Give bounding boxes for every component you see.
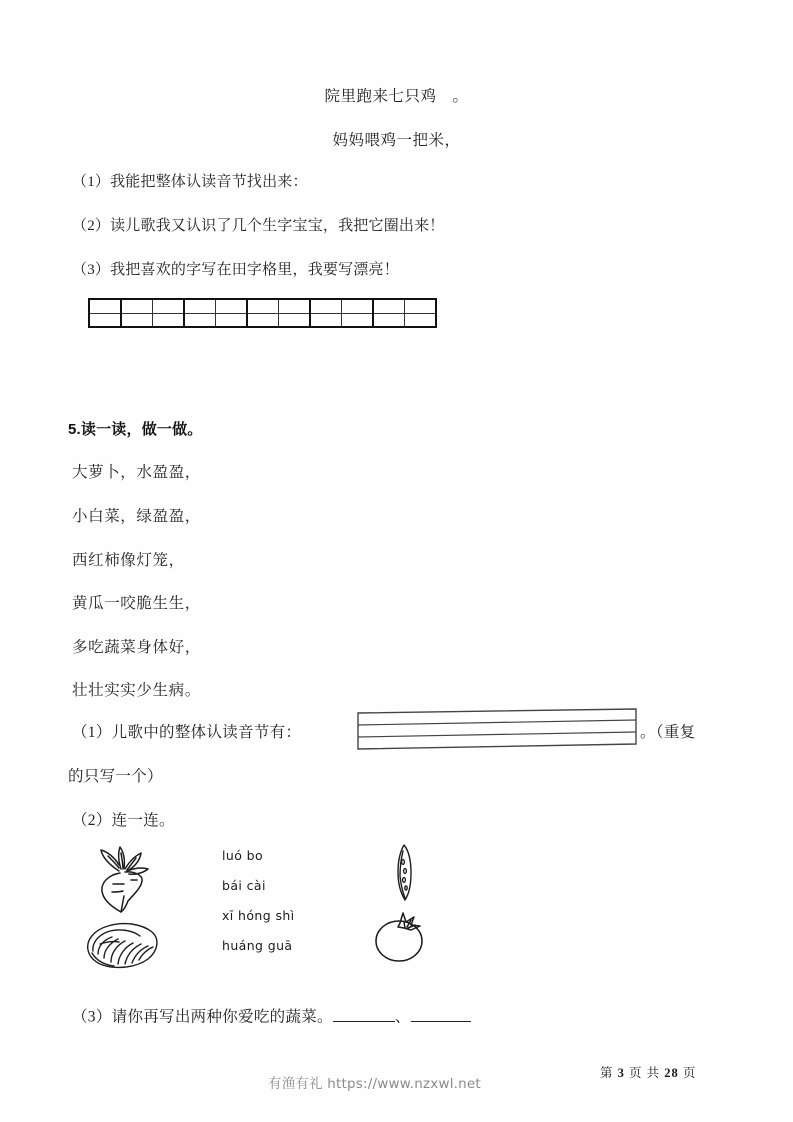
writing-grid-column[interactable] [122, 300, 153, 326]
writing-grid-cell[interactable] [216, 300, 246, 314]
cucumber-drawing[interactable] [388, 842, 424, 909]
writing-grid-column[interactable] [185, 300, 216, 326]
writing-grid-cell[interactable] [90, 314, 120, 327]
exercise5-q1-prefix: （1）儿歌中的整体认读音节有： [72, 724, 302, 741]
writing-grid-cell[interactable] [374, 300, 404, 314]
pinyin-four-line-box[interactable] [356, 708, 638, 750]
watermark-text: 有渔有礼 https://www.nzxwl.net [268, 1076, 481, 1092]
writing-grid-cell[interactable] [122, 300, 152, 314]
writing-grid-cell[interactable] [279, 300, 309, 314]
writing-grid[interactable] [88, 298, 437, 328]
verse-line-2: 妈妈喂鸡一把米， [332, 132, 461, 149]
poem-line: 黄瓜一咬脆生生， [72, 595, 201, 612]
writing-grid-cell[interactable] [185, 300, 215, 314]
cabbage-drawing[interactable] [80, 918, 164, 979]
writing-grid-cell[interactable] [153, 314, 183, 327]
writing-grid-cell[interactable] [122, 314, 152, 327]
page-mid-2: 共 [646, 1066, 661, 1080]
writing-grid-cell[interactable] [311, 314, 341, 327]
writing-grid-cell[interactable] [216, 314, 246, 327]
writing-grid-cell[interactable] [405, 314, 435, 327]
pinyin-option-huanggua[interactable]: huáng guā [222, 938, 293, 953]
writing-grid-cell[interactable] [311, 300, 341, 314]
writing-grid-column[interactable] [153, 300, 185, 326]
exercise5-q3-prefix: （3）请你再写出两种你爱吃的蔬菜。 [72, 1008, 333, 1026]
page-number [600, 1063, 696, 1081]
page-prefix: 第 [600, 1066, 614, 1080]
exercise4-question-3: （3）我把喜欢的字写在田字格里，我要写漂亮！ [72, 262, 399, 278]
writing-grid-cell[interactable] [342, 314, 372, 327]
exercise5-q1-suffix: 。（重复 [640, 724, 696, 741]
pinyin-lines-svg [356, 708, 638, 750]
exercise5-q3-separator: 、 [394, 1008, 411, 1026]
poem-line: 壮壮实实少生病。 [72, 682, 201, 699]
exercise5-q1-second-line: 的只写一个） [68, 768, 163, 785]
radish-drawing[interactable] [88, 844, 162, 919]
page-total: 28 [664, 1066, 679, 1080]
tomato-drawing[interactable] [370, 910, 432, 971]
writing-grid-column[interactable] [216, 300, 248, 326]
exercise5-q2-label: （2）连一连。 [72, 812, 175, 829]
writing-grid-cell[interactable] [342, 300, 372, 314]
poem-line: 小白菜，绿盈盈， [72, 508, 201, 525]
exercise4-question-1: （1）我能把整体认读音节找出来： [72, 174, 308, 190]
writing-grid-cell[interactable] [185, 314, 215, 327]
answer-blank-1[interactable] [333, 1006, 395, 1022]
poem-line: 西红柿像灯笼， [72, 552, 185, 569]
writing-grid-column[interactable] [342, 300, 374, 326]
poem-line: 多吃蔬菜身体好， [72, 639, 201, 656]
page-mid-1: 页 [629, 1066, 643, 1080]
verse-line-1: 院里跑来七只鸡 。 [324, 88, 469, 105]
matching-exercise[interactable] [70, 838, 470, 978]
writing-grid-cell[interactable] [248, 314, 278, 327]
writing-grid-column[interactable] [374, 300, 405, 326]
writing-grid-column[interactable] [248, 300, 279, 326]
writing-grid-cell[interactable] [90, 300, 120, 314]
writing-grid-cell[interactable] [374, 314, 404, 327]
answer-blank-2[interactable] [411, 1006, 471, 1022]
pinyin-option-luobo[interactable]: luó bo [222, 848, 263, 863]
writing-grid-column[interactable] [279, 300, 311, 326]
pinyin-option-xihongshi[interactable]: xī hóng shì [222, 908, 295, 923]
exercise5-q3 [72, 1006, 471, 1027]
poem-line: 大萝卜，水盈盈， [72, 464, 201, 481]
writing-grid-column[interactable] [405, 300, 435, 326]
pinyin-option-baicai[interactable]: bái cài [222, 878, 266, 893]
exercise4-question-2: （2）读儿歌我又认识了几个生字宝宝，我把它圈出来！ [72, 218, 445, 234]
writing-grid-cell[interactable] [153, 300, 183, 314]
exercise5-title: 5.读一读，做一做。 [68, 421, 203, 438]
page-suffix: 页 [682, 1066, 697, 1080]
writing-grid-cell[interactable] [405, 300, 435, 314]
writing-grid-column[interactable] [90, 300, 122, 326]
page-current: 3 [617, 1066, 625, 1080]
writing-grid-column[interactable] [311, 300, 342, 326]
writing-grid-cell[interactable] [279, 314, 309, 327]
writing-grid-cell[interactable] [248, 300, 278, 314]
